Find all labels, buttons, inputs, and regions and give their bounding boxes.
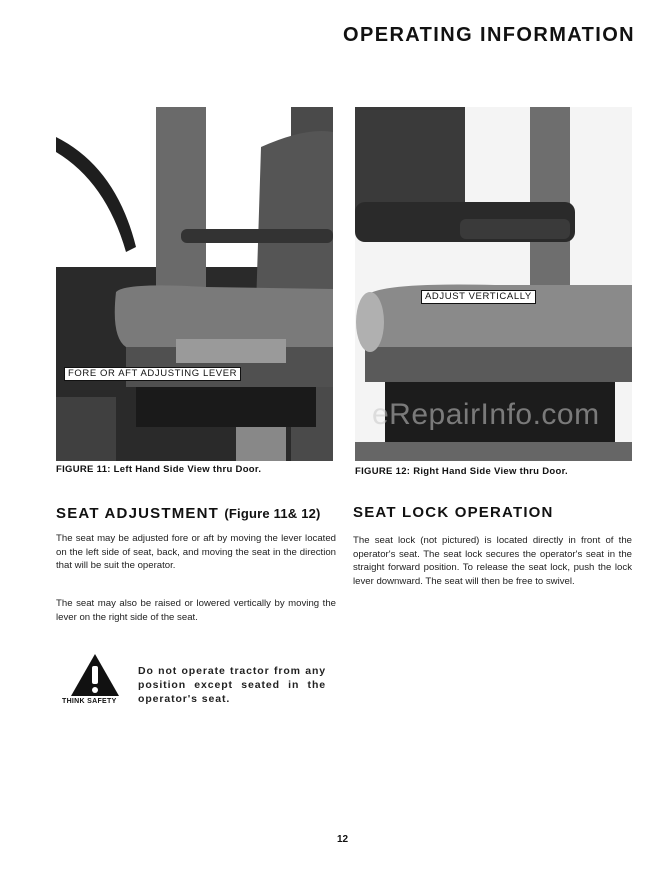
seat-adjustment-paragraph-2: The seat may also be raised or lowered vertically by moving the lever on the right side of the seat. — [56, 598, 336, 623]
figure-12-callout: ADJUST VERTICALLY — [421, 290, 536, 304]
figure-11-photo — [56, 107, 333, 461]
warning-triangle-icon — [69, 652, 121, 698]
seat-adjustment-heading — [56, 505, 321, 522]
page-number: 12 — [337, 834, 349, 845]
safety-warning-text: Do not operate tractor from any position except seated in the operator's seat. — [138, 665, 326, 705]
seat-adjustment-figure-ref: (Figure 11& 12) — [224, 506, 321, 521]
seat-adjustment-title: SEAT ADJUSTMENT — [56, 505, 220, 522]
seat-lock-paragraph: The seat lock (not pictured) is located directly in front of the operator's seat. The seat lock secures the operator's seat in the straight forward position. To release the seat lock, push the lock lever downward. The seat will then be free to swivel. — [353, 535, 632, 587]
seat-lock-title: SEAT LOCK OPERATION — [353, 504, 554, 521]
watermark-text: eRepairInfo.com — [372, 398, 600, 431]
page-header-title: OPERATING INFORMATION — [343, 24, 635, 46]
seat-adjustment-paragraph-1: The seat may be adjusted fore or aft by moving the lever located on the left side of seat, back, and moving the seat in the direction that will be suit the operator. — [56, 533, 336, 571]
figure-11-callout: FORE OR AFT ADJUSTING LEVER — [64, 367, 241, 381]
think-safety-label: THINK SAFETY — [62, 698, 117, 705]
figure-11-caption: FIGURE 11: Left Hand Side View thru Door. — [56, 464, 262, 475]
figure-12-caption: FIGURE 12: Right Hand Side View thru Door. — [355, 466, 568, 477]
seat-left-illustration — [56, 107, 333, 461]
